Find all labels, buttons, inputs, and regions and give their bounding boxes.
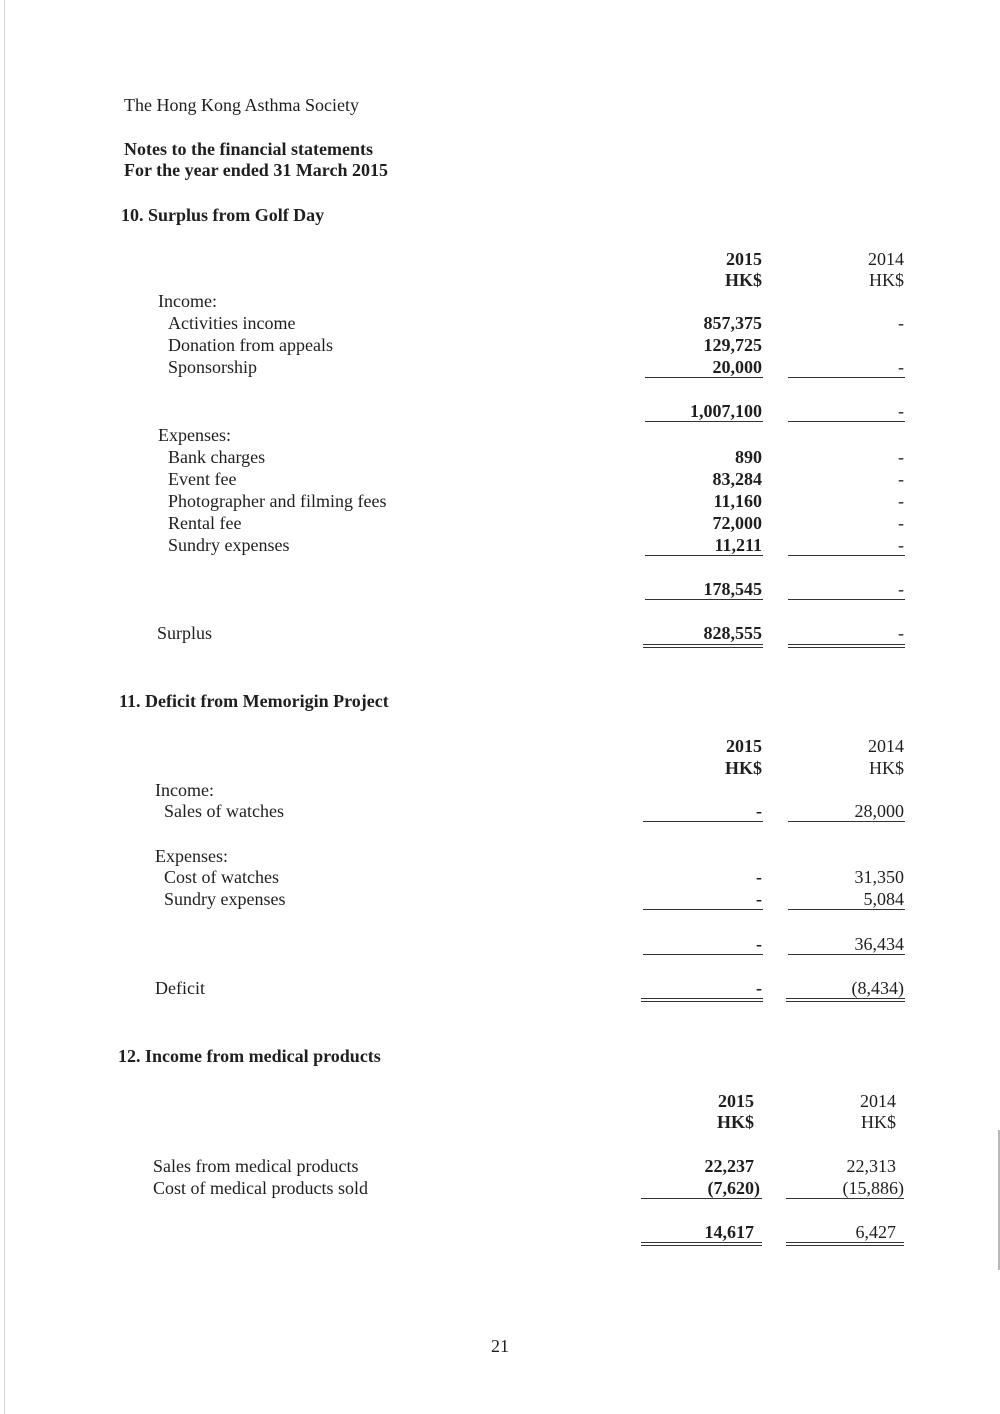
column-year-2014: 2014 <box>860 1091 896 1111</box>
double-rule <box>788 644 905 648</box>
row-label: Sales from medical products <box>153 1156 359 1176</box>
document-title: Notes to the financial statements <box>124 139 373 159</box>
row-label: Sponsorship <box>168 357 258 377</box>
total-rule <box>645 599 763 600</box>
subtotal-rule <box>786 1198 904 1199</box>
value-2015: - <box>756 801 762 821</box>
column-currency-2015: HK$ <box>716 1112 754 1132</box>
total-rule <box>788 954 905 955</box>
row-label: Sales of watches <box>164 801 284 821</box>
value-2015: 890 <box>735 447 762 467</box>
income-label: Income: <box>155 780 214 800</box>
value-2014: - <box>898 357 904 377</box>
page-edge <box>4 0 5 1414</box>
note-heading: 12. Income from medical products <box>118 1046 381 1066</box>
subtotal-rule <box>641 1198 762 1199</box>
total-rule <box>643 954 763 955</box>
total-rule <box>788 599 905 600</box>
result-2014: (8,434) <box>851 978 904 998</box>
value-2015: (7,620) <box>707 1178 760 1198</box>
subtotal-rule <box>788 821 905 822</box>
value-2015: - <box>756 867 762 887</box>
value-2014: - <box>898 535 904 555</box>
total-2015: 14,617 <box>704 1222 754 1242</box>
row-label: Photographer and filming fees <box>168 491 387 511</box>
value-2014: - <box>898 313 904 333</box>
column-currency-2014: HK$ <box>869 758 904 778</box>
total-2014: 6,427 <box>855 1222 896 1242</box>
value-2015: 857,375 <box>703 313 762 333</box>
column-currency-2014: HK$ <box>861 1112 896 1132</box>
total-rule <box>645 421 763 422</box>
column-currency-2015: HK$ <box>724 270 762 290</box>
value-2014: 22,313 <box>846 1156 896 1176</box>
double-rule <box>786 998 905 1002</box>
value-2014: - <box>898 447 904 467</box>
income-total-2014: - <box>898 401 904 421</box>
row-label: Donation from appeals <box>168 335 333 355</box>
expenses-total-2014: - <box>898 579 904 599</box>
page-number: 21 <box>491 1336 509 1356</box>
row-label: Cost of medical products sold <box>153 1178 368 1198</box>
expenses-total-2015: - <box>756 934 762 954</box>
value-2015: - <box>756 889 762 909</box>
expenses-total-2014: 36,434 <box>854 934 904 954</box>
subtotal-rule <box>788 555 905 556</box>
total-rule <box>788 421 905 422</box>
value-2014: (15,886) <box>842 1178 904 1198</box>
subtotal-rule <box>643 821 763 822</box>
subtotal-rule <box>645 555 763 556</box>
row-label: Activities income <box>168 313 296 333</box>
column-year-2015: 2015 <box>718 1091 754 1111</box>
column-year-2015: 2015 <box>726 736 762 756</box>
value-2014: - <box>898 491 904 511</box>
income-total-2015: 1,007,100 <box>690 401 762 421</box>
value-2014: - <box>898 469 904 489</box>
subtotal-rule <box>788 377 905 378</box>
value-2014: 5,084 <box>863 889 904 909</box>
row-label: Bank charges <box>168 447 266 467</box>
document-period: For the year ended 31 March 2015 <box>124 160 388 180</box>
column-year-2015: 2015 <box>726 249 762 269</box>
result-label: Deficit <box>155 978 205 998</box>
subtotal-rule <box>643 909 763 910</box>
subtotal-rule <box>788 909 905 910</box>
double-rule <box>786 1242 904 1246</box>
note-heading: 11. Deficit from Memorigin Project <box>119 691 389 711</box>
income-label: Income: <box>158 291 217 311</box>
column-currency-2015: HK$ <box>724 758 762 778</box>
row-label: Sundry expenses <box>164 889 286 909</box>
value-2015: 11,211 <box>714 535 762 555</box>
double-rule <box>641 998 763 1002</box>
result-2014: - <box>898 623 904 643</box>
result-2015: - <box>756 978 762 998</box>
row-label: Cost of watches <box>164 867 279 887</box>
value-2015: 11,160 <box>713 491 762 511</box>
organization-name: The Hong Kong Asthma Society <box>124 95 359 115</box>
value-2015: 20,000 <box>712 357 762 377</box>
value-2014: 28,000 <box>854 801 904 821</box>
column-currency-2014: HK$ <box>869 270 904 290</box>
expenses-total-2015: 178,545 <box>703 579 762 599</box>
expenses-label: Expenses: <box>158 425 231 445</box>
value-2014: - <box>898 513 904 533</box>
double-rule <box>643 644 763 648</box>
row-label: Rental fee <box>168 513 242 533</box>
column-year-2014: 2014 <box>868 736 904 756</box>
row-label: Event fee <box>168 469 237 489</box>
result-label: Surplus <box>157 623 213 643</box>
note-heading: 10. Surplus from Golf Day <box>121 205 325 225</box>
value-2014: 31,350 <box>854 867 904 887</box>
value-2015: 83,284 <box>712 469 762 489</box>
value-2015: 72,000 <box>712 513 762 533</box>
column-year-2014: 2014 <box>868 249 904 269</box>
double-rule <box>641 1242 762 1246</box>
subtotal-rule <box>645 377 763 378</box>
value-2015: 129,725 <box>703 335 762 355</box>
value-2015: 22,237 <box>704 1156 754 1176</box>
result-2015: 828,555 <box>703 623 762 643</box>
expenses-label: Expenses: <box>155 846 228 866</box>
row-label: Sundry expenses <box>168 535 290 555</box>
